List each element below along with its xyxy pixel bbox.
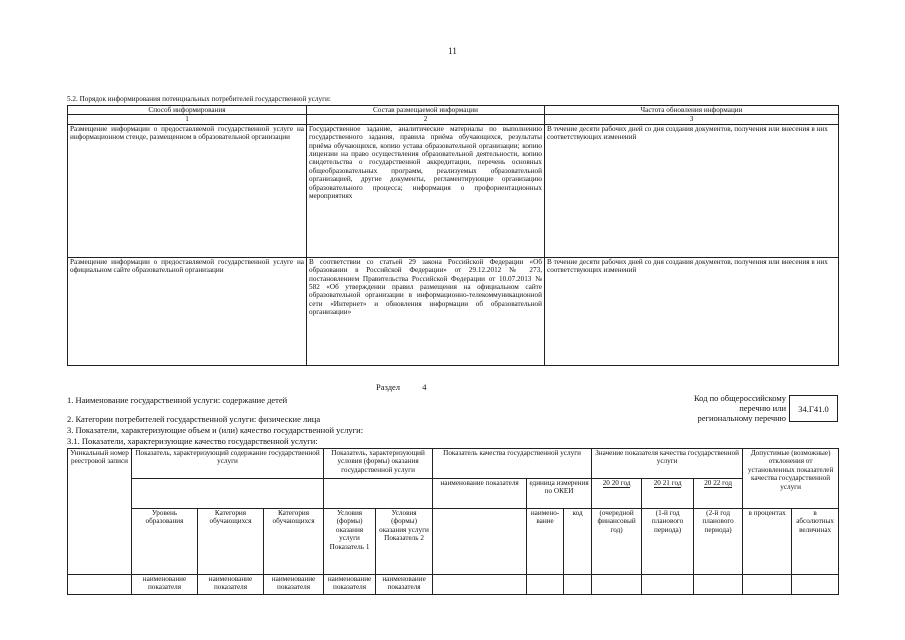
column-header: Частота обновления информации [545,106,839,115]
indicator-name-cell: наименование показателя [198,575,264,595]
quality-heading: 3.1. Показатели, характеризующие качество государственной услуги: [67,436,318,446]
quality-indicator-header: Показатель качества государственной услуги [433,449,592,479]
method-cell: Размещение информации о предоставляемой государственной услуге на информационном стенде, размещенном в образовательной организации [68,124,307,257]
registry-number-header: Уникальный номер реестровой записи [68,449,132,575]
table-header-row [68,479,839,509]
empty-cell [527,575,564,595]
empty-cell [743,575,792,595]
consumers-line: 2. Категории потребителей государственной услуги: физические лица [67,414,321,424]
content-cell: В соответствии со статьей 29 закона Российской Федерации «Об образовании в Российской Федерации» от 29.12.2012 № 273, постановлением Правительства Российской Федерации от 10.07.2013 № 582 «Об утверждении правил размещения на официальном сайте образовательной организации в информационно-телекоммуникационной сети «Интернет» и обновления информации об образовательной организации» [307,257,545,365]
registry-label-line: региональному перечню [697,413,786,423]
section-label: Раздел [376,382,401,392]
indicators-heading: 3. Показатели, характеризующие объем и (или) качество государственной услуги: [67,425,364,435]
method-cell: Размещение информации о предоставляемой государственной услуге на официальном сайте образовательной организации [68,257,307,365]
column-number: 3 [545,115,839,124]
table-header-row [68,449,839,479]
category-header: Категория обучающихся [198,509,264,575]
deviation-header: Допустимые (возможные) отклонения от установленных показателей качества государственной услуги [743,449,839,509]
table-header-row [68,106,839,115]
year-header [642,479,694,509]
indicator-name-cell: наименование показателя [132,575,198,595]
empty-cell [694,575,743,595]
section-title [376,382,427,392]
indicator-name-cell: наименование показателя [324,575,376,595]
column-number: 2 [307,115,545,124]
indicator-name-header: наименование показателя [433,479,527,509]
registry-code-box: 34.Г41.0 [789,395,838,422]
condition-header: Условия (формы) оказания услуги Показатель 2 [376,509,433,575]
registry-label [640,393,786,423]
year-1: 20 20 год [602,479,631,487]
indicator-name-cell: наименование показателя [264,575,324,595]
table-row [68,257,839,365]
information-table [67,105,839,366]
year-1-period: (очередной финансовый год) [592,509,642,575]
empty-cell [68,575,132,595]
content-indicator-header: Показатель, характеризующий содержание государственной услуги [132,449,324,479]
column-number: 1 [68,115,307,124]
year-3: 20 22 год [704,479,732,487]
empty-cell [324,479,433,509]
year-2: 20 21 год [653,479,682,487]
empty-cell [132,479,324,509]
quality-indicators-table [67,448,839,595]
registry-label-line: Код по общероссийскому [693,393,786,403]
frequency-cell: В течение десяти рабочих дней со дня создания документов, получения или внесения в них соответствующих изменений [545,124,839,257]
quality-values-header: Значение показателя качества государственной услуги [592,449,743,479]
column-header: Способ информирования [68,106,307,115]
content-cell: Государственное задание, аналитические материалы по выполнению государственного задания, правила приёма обучающихся, результаты приёма обучающихся, копию устава образовательной организации; копию лицензии на право осуществления образовательной деятельности, копию свидетельства о государственной аккредитации, перечень основных общеобразовательных программ, реализуемых образовательной организацией, другие документы, регламентирующие организацию образовательного процесса; информация о профориентационных мероприятиях [307,124,545,257]
year-header [592,479,642,509]
empty-cell [792,575,839,595]
empty-cell [564,575,592,595]
level-header: Уровень образования [132,509,198,575]
frequency-cell: В течение десяти рабочих дней со дня создания документов, получения или внесения в них соответствующих изменений [545,257,839,365]
condition-header: Условия (формы) оказания услуги Показатель 1 [324,509,376,575]
year-3-period: (2-й год планового периода) [694,509,743,575]
category-header: Категория обучающихся [264,509,324,575]
registry-label-line: перечню или [739,403,786,413]
unit-name-header: наимено-вание [527,509,564,575]
indicator-name-cell: наименование показателя [376,575,433,595]
absolute-header: в абсолютных величинах [792,509,839,575]
column-header: Состав размещаемой информации [307,106,545,115]
year-header [694,479,743,509]
table-row [68,575,839,595]
page-number: 11 [448,46,457,56]
year-2-period: (1-й год планового периода) [642,509,694,575]
empty-cell [592,575,642,595]
unit-code-header: код [564,509,592,575]
section-number: 4 [422,382,427,392]
service-name: 1. Наименование государственной услуги: содержание детей [67,395,288,405]
section-heading-5-2: 5.2. Порядок информирования потенциальных потребителей государственной услуги: [67,95,331,103]
table-row [68,124,839,257]
table-header-row [68,509,839,575]
unit-header: единица измерения по ОКЕИ [527,479,592,509]
percent-header: в процентах [743,509,792,575]
empty-cell [433,509,527,575]
table-number-row [68,115,839,124]
empty-cell [642,575,694,595]
empty-cell [433,575,527,595]
conditions-indicator-header: Показатель, характеризующий условия (формы) оказания государственной услуги [324,449,433,479]
